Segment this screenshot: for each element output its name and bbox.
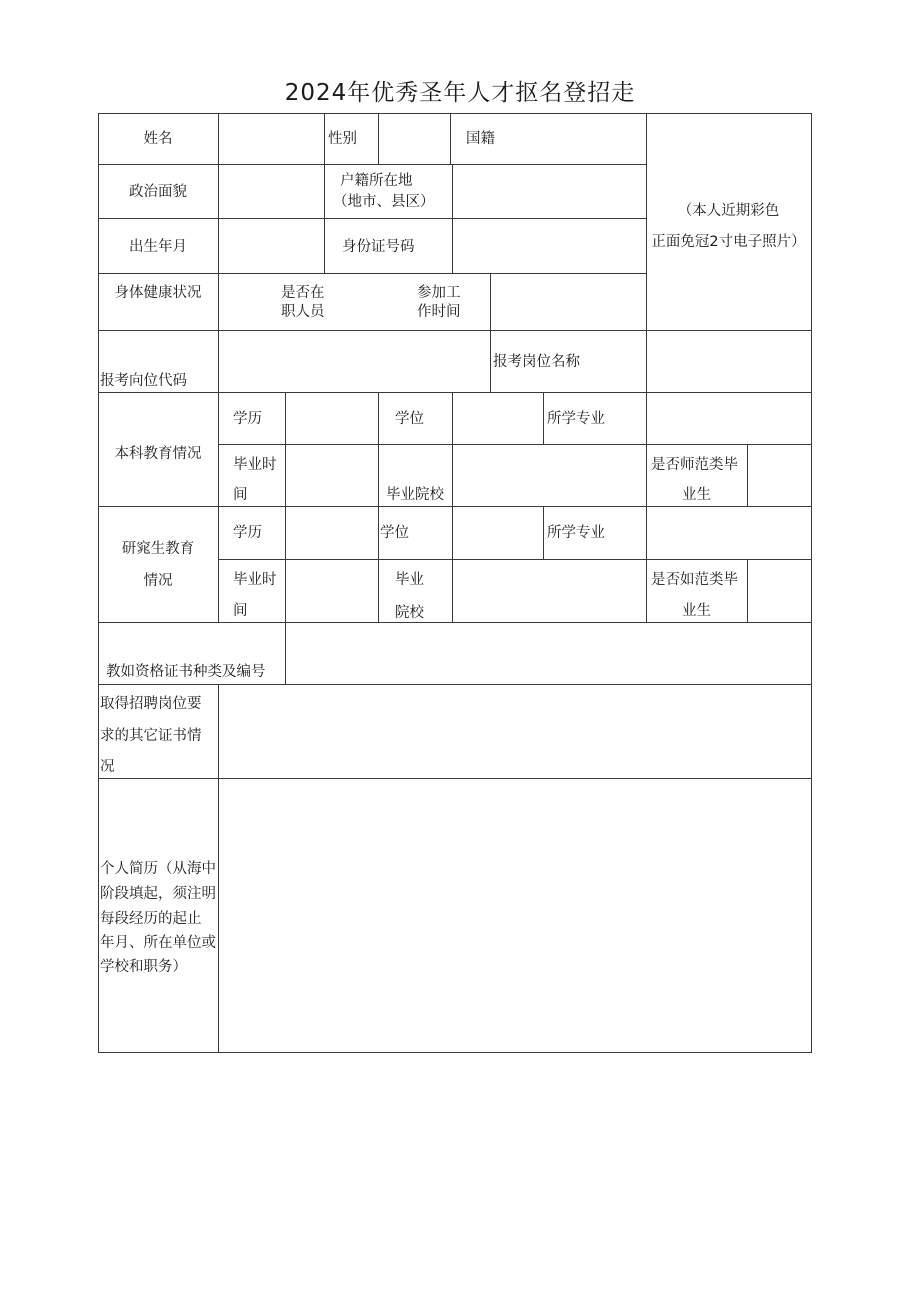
resume-line4: 年月、所在单位或 — [100, 935, 216, 951]
work-time-label-line2: 作时间 — [417, 304, 461, 320]
undergrad-label: 本科教育情况 — [114, 446, 202, 462]
undergrad-normal-line1: 是否师范类毕 — [651, 457, 738, 473]
hukou-label-line1: 户籍所在地 — [340, 173, 413, 189]
undergrad-school-label: 毕业院校 — [386, 487, 444, 503]
grad-education-label: 学历 — [233, 525, 262, 541]
grad-major-label: 所学专业 — [547, 525, 605, 541]
resume-line3: 每段经历的起止 — [100, 911, 202, 927]
id-number-label: 身份证号码 — [342, 239, 415, 255]
col-line — [218, 113, 219, 330]
col-line — [543, 392, 544, 444]
employed-label-line1: 是否在 — [281, 285, 325, 301]
other-cert-line3: 况 — [100, 759, 115, 775]
col-line — [450, 113, 451, 164]
col-line — [285, 622, 286, 684]
col-line — [324, 218, 325, 273]
undergrad-grad-time-line2: 间 — [233, 487, 248, 503]
table-border-top — [98, 113, 812, 114]
health-label: 身体健康状况 — [114, 285, 202, 301]
grad-school-line2: 院校 — [395, 605, 424, 621]
post-name-label: 报考岗位名称 — [493, 354, 580, 370]
row-line — [98, 778, 812, 779]
col-line — [747, 444, 748, 506]
gender-label: 性别 — [328, 131, 357, 147]
hukou-label-line2: （地市、县区） — [333, 194, 435, 210]
table-border-bottom — [98, 1052, 812, 1053]
grad-label-line1: 研窕生教育 — [121, 541, 195, 557]
col-line — [490, 330, 491, 392]
grad-normal-line2: 业生 — [682, 603, 711, 619]
row-line — [98, 273, 646, 274]
name-label: 姓名 — [143, 131, 173, 147]
col-line — [285, 392, 286, 622]
teacher-cert-label: 教如资格证书种类及编号 — [106, 664, 266, 680]
grad-degree-label: 学位 — [380, 525, 409, 541]
col-line — [218, 684, 219, 1052]
col-line — [452, 392, 453, 622]
row-line — [98, 684, 812, 685]
table-border-right — [811, 113, 812, 1053]
grad-grad-time-line2: 间 — [233, 603, 248, 619]
grad-grad-time-line1: 毕业时 — [233, 572, 277, 588]
undergrad-education-label: 学历 — [233, 411, 262, 427]
col-line — [747, 559, 748, 622]
nationality-label: 国籍 — [466, 131, 495, 147]
col-line — [490, 273, 491, 330]
undergrad-grad-time-line1: 毕业时 — [233, 457, 277, 473]
col-line — [378, 392, 379, 622]
grad-school-line1: 毕业 — [395, 572, 424, 588]
row-line — [218, 559, 812, 560]
resume-line1: 个人简历（从海中 — [100, 861, 216, 877]
col-line — [452, 164, 453, 273]
col-line — [378, 113, 379, 164]
row-line — [98, 330, 812, 331]
other-cert-line1: 取得招聘岗位要 — [100, 696, 202, 712]
row-line — [218, 444, 812, 445]
grad-label-line2: 情况 — [143, 573, 173, 589]
col-line — [218, 330, 219, 392]
grad-normal-line1: 是否如范类毕 — [651, 572, 738, 588]
other-cert-line2: 求的其它证书情 — [100, 728, 202, 744]
undergrad-normal-line2: 业生 — [682, 487, 711, 503]
post-code-label: 报考向位代码 — [100, 373, 187, 389]
photo-hint-line2: 正面免冠2寸电子照片） — [651, 234, 806, 250]
col-line — [324, 113, 325, 218]
birth-label: 出生年月 — [129, 239, 187, 255]
row-line — [98, 218, 646, 219]
col-line — [646, 330, 647, 392]
political-label: 政治面貌 — [129, 184, 187, 200]
col-line — [646, 392, 647, 622]
resume-line2: 阶段填起，须注明 — [100, 886, 216, 902]
row-line — [98, 622, 812, 623]
col-line — [218, 392, 219, 622]
page-title: 2024年优秀圣年人才抠名登招走 — [284, 80, 636, 106]
row-line — [98, 506, 812, 507]
work-time-label-line1: 参加工 — [417, 285, 461, 301]
row-line — [98, 392, 812, 393]
employed-label-line2: 职人员 — [281, 304, 325, 320]
undergrad-degree-label: 学位 — [395, 411, 424, 427]
row-line — [98, 164, 646, 165]
undergrad-major-label: 所学专业 — [547, 411, 605, 427]
photo-hint-line1: （本人近期彩色 — [677, 203, 780, 219]
col-line — [543, 506, 544, 559]
resume-line5: 学校和职务） — [100, 959, 187, 975]
